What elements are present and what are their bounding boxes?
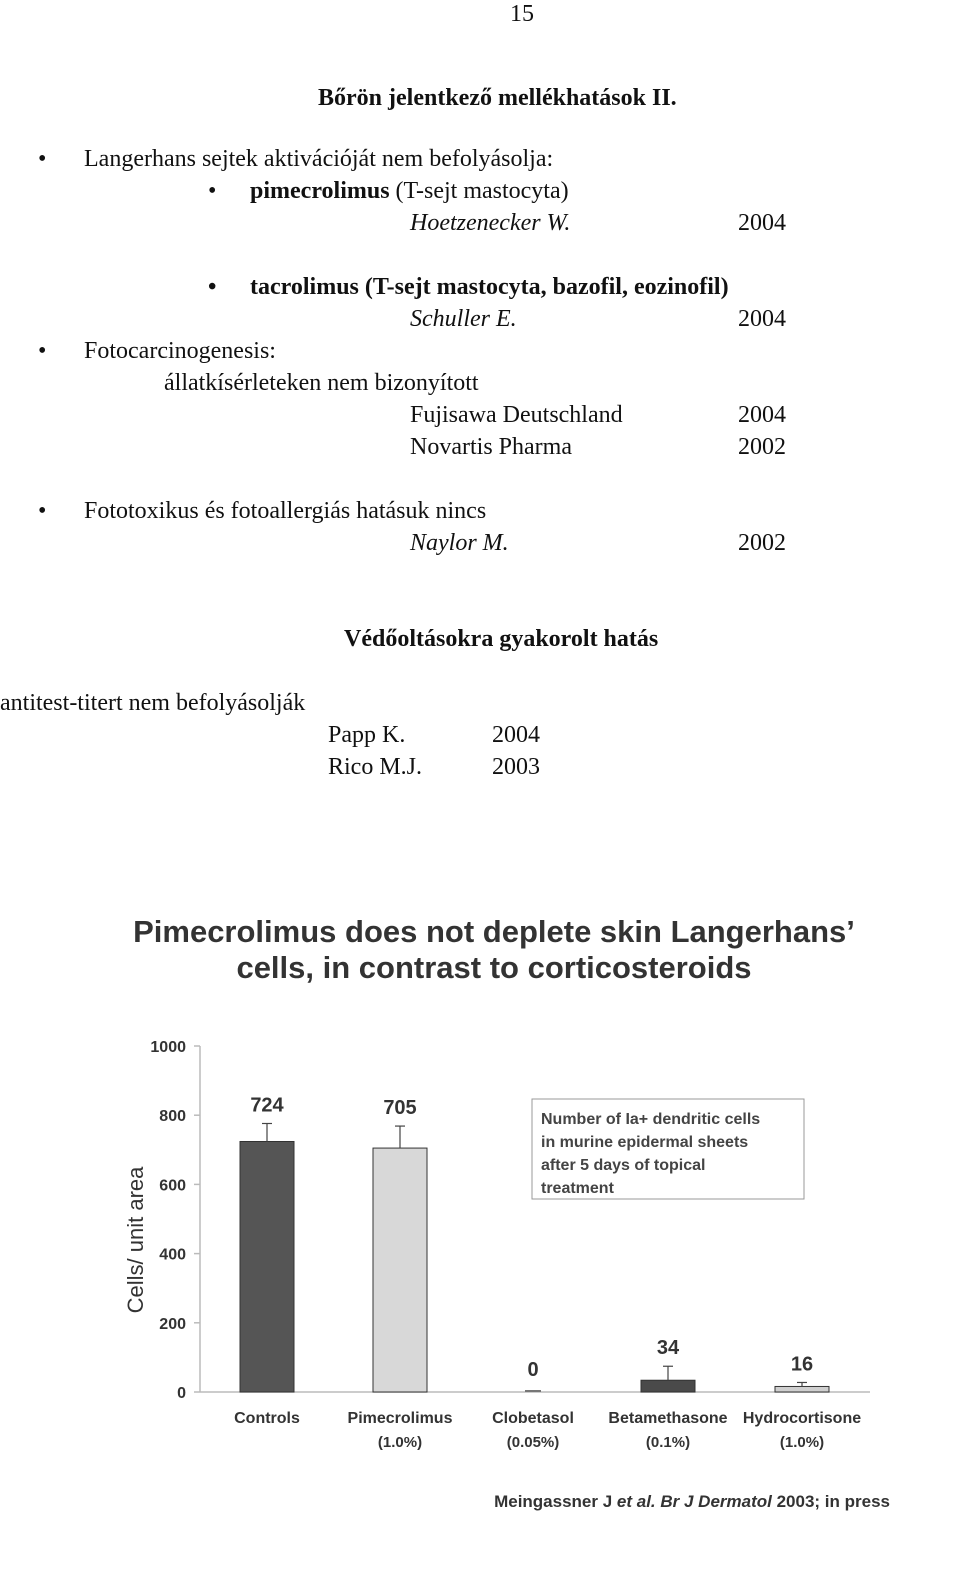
value-label: 16: [790, 1353, 814, 1376]
section-heading-skin: Bőrön jelentkező mellékhatások II.: [318, 85, 677, 111]
bullet-langerhans: • Langerhans sejtek aktivációját nem befolyásolja:: [84, 145, 553, 173]
ref-source-fujisawa: Fujisawa Deutschland: [410, 402, 623, 428]
ref-author-schuller: Schuller E.: [410, 306, 517, 332]
category-label: Controls: [234, 1410, 300, 1427]
figure-citation: Meingassner J et al. Br J Dermatol 2003; in press: [494, 1492, 890, 1511]
value-label: 34: [656, 1337, 680, 1360]
y-tick-label: 400: [159, 1246, 186, 1264]
figure-title-line2: cells, in contrast to corticosteroids: [236, 950, 752, 985]
figure-title-line1: Pimecrolimus does not deplete skin Langerhans’: [133, 914, 855, 949]
category-label: Pimecrolimus: [347, 1410, 453, 1427]
ref-author-rico: Rico M.J.: [328, 754, 423, 780]
section-heading-vaccination: Védőoltásokra gyakorolt hatás: [344, 626, 659, 652]
ref-author-hoetzenecker: Hoetzenecker W.: [410, 210, 571, 236]
bar-betamethasone: [641, 1380, 695, 1392]
ref-year-schuller: 2004: [738, 306, 786, 332]
ref-year-fujisawa: 2004: [738, 402, 786, 428]
dose-label: (0.1%): [645, 1434, 691, 1451]
ref-year-rico: 2003: [492, 754, 540, 780]
value-label: 724: [250, 1094, 284, 1117]
legend-line-3: after 5 days of topical: [541, 1157, 706, 1174]
dose-label: (0.05%): [506, 1434, 560, 1451]
bullet-fototoxikus: • Fototoxikus és fotoallergiás hatásuk nincs: [84, 497, 486, 525]
antibody-titer-text: antitest-titert nem befolyásolják: [0, 690, 306, 716]
sub-bullet-tacrolimus: • tacrolimus (T-sejt mastocyta, bazofil, eozinofil): [250, 273, 729, 301]
ref-author-naylor: Naylor M.: [410, 530, 509, 556]
dose-label: (1.0%): [779, 1434, 825, 1451]
bar-pimecrolimus: [373, 1148, 427, 1392]
y-axis-ticks: [150, 1039, 200, 1402]
ref-year-papp: 2004: [492, 722, 540, 748]
value-label: 705: [383, 1097, 417, 1120]
bullet-fotocarcinogenesis: • Fotocarcinogenesis:: [84, 337, 276, 365]
y-tick-label: 200: [159, 1315, 186, 1333]
ref-year-naylor: 2002: [738, 530, 786, 556]
bar-hydrocortisone: [775, 1386, 829, 1392]
y-tick-label: 0: [177, 1385, 186, 1402]
y-tick-label: 800: [159, 1108, 186, 1126]
bar-controls: [240, 1141, 294, 1392]
dose-label: (1.0%): [377, 1434, 423, 1451]
ref-author-papp: Papp K.: [328, 722, 406, 748]
fotocarcinogenesis-detail: állatkísérleteken nem bizonyított: [164, 370, 479, 396]
ref-source-novartis: Novartis Pharma: [410, 434, 572, 460]
y-tick-label: 1000: [150, 1039, 186, 1056]
value-label: 0: [527, 1359, 539, 1381]
figure-langerhans-bar-chart: [0, 870, 960, 1590]
category-label: Clobetasol: [492, 1410, 574, 1427]
y-axis-label: Cells/ unit area: [123, 1166, 148, 1314]
sub-bullet-pimecrolimus: [250, 177, 569, 205]
drug-pimecrolimus: pimecrolimus: [250, 178, 390, 204]
page-number: 15: [510, 1, 534, 27]
ref-year-novartis: 2002: [738, 434, 786, 460]
y-tick-label: 600: [159, 1177, 186, 1195]
category-label: Betamethasone: [608, 1410, 728, 1427]
category-label: Hydrocortisone: [742, 1410, 862, 1427]
ref-year-hoetzenecker: 2004: [738, 210, 786, 236]
legend-line-4: treatment: [541, 1180, 614, 1197]
drug-pimecrolimus-detail: (T-sejt mastocyta): [389, 178, 569, 204]
legend-line-1: Number of Ia+ dendritic cells: [541, 1111, 761, 1128]
legend-line-2: in murine epidermal sheets: [541, 1134, 749, 1151]
